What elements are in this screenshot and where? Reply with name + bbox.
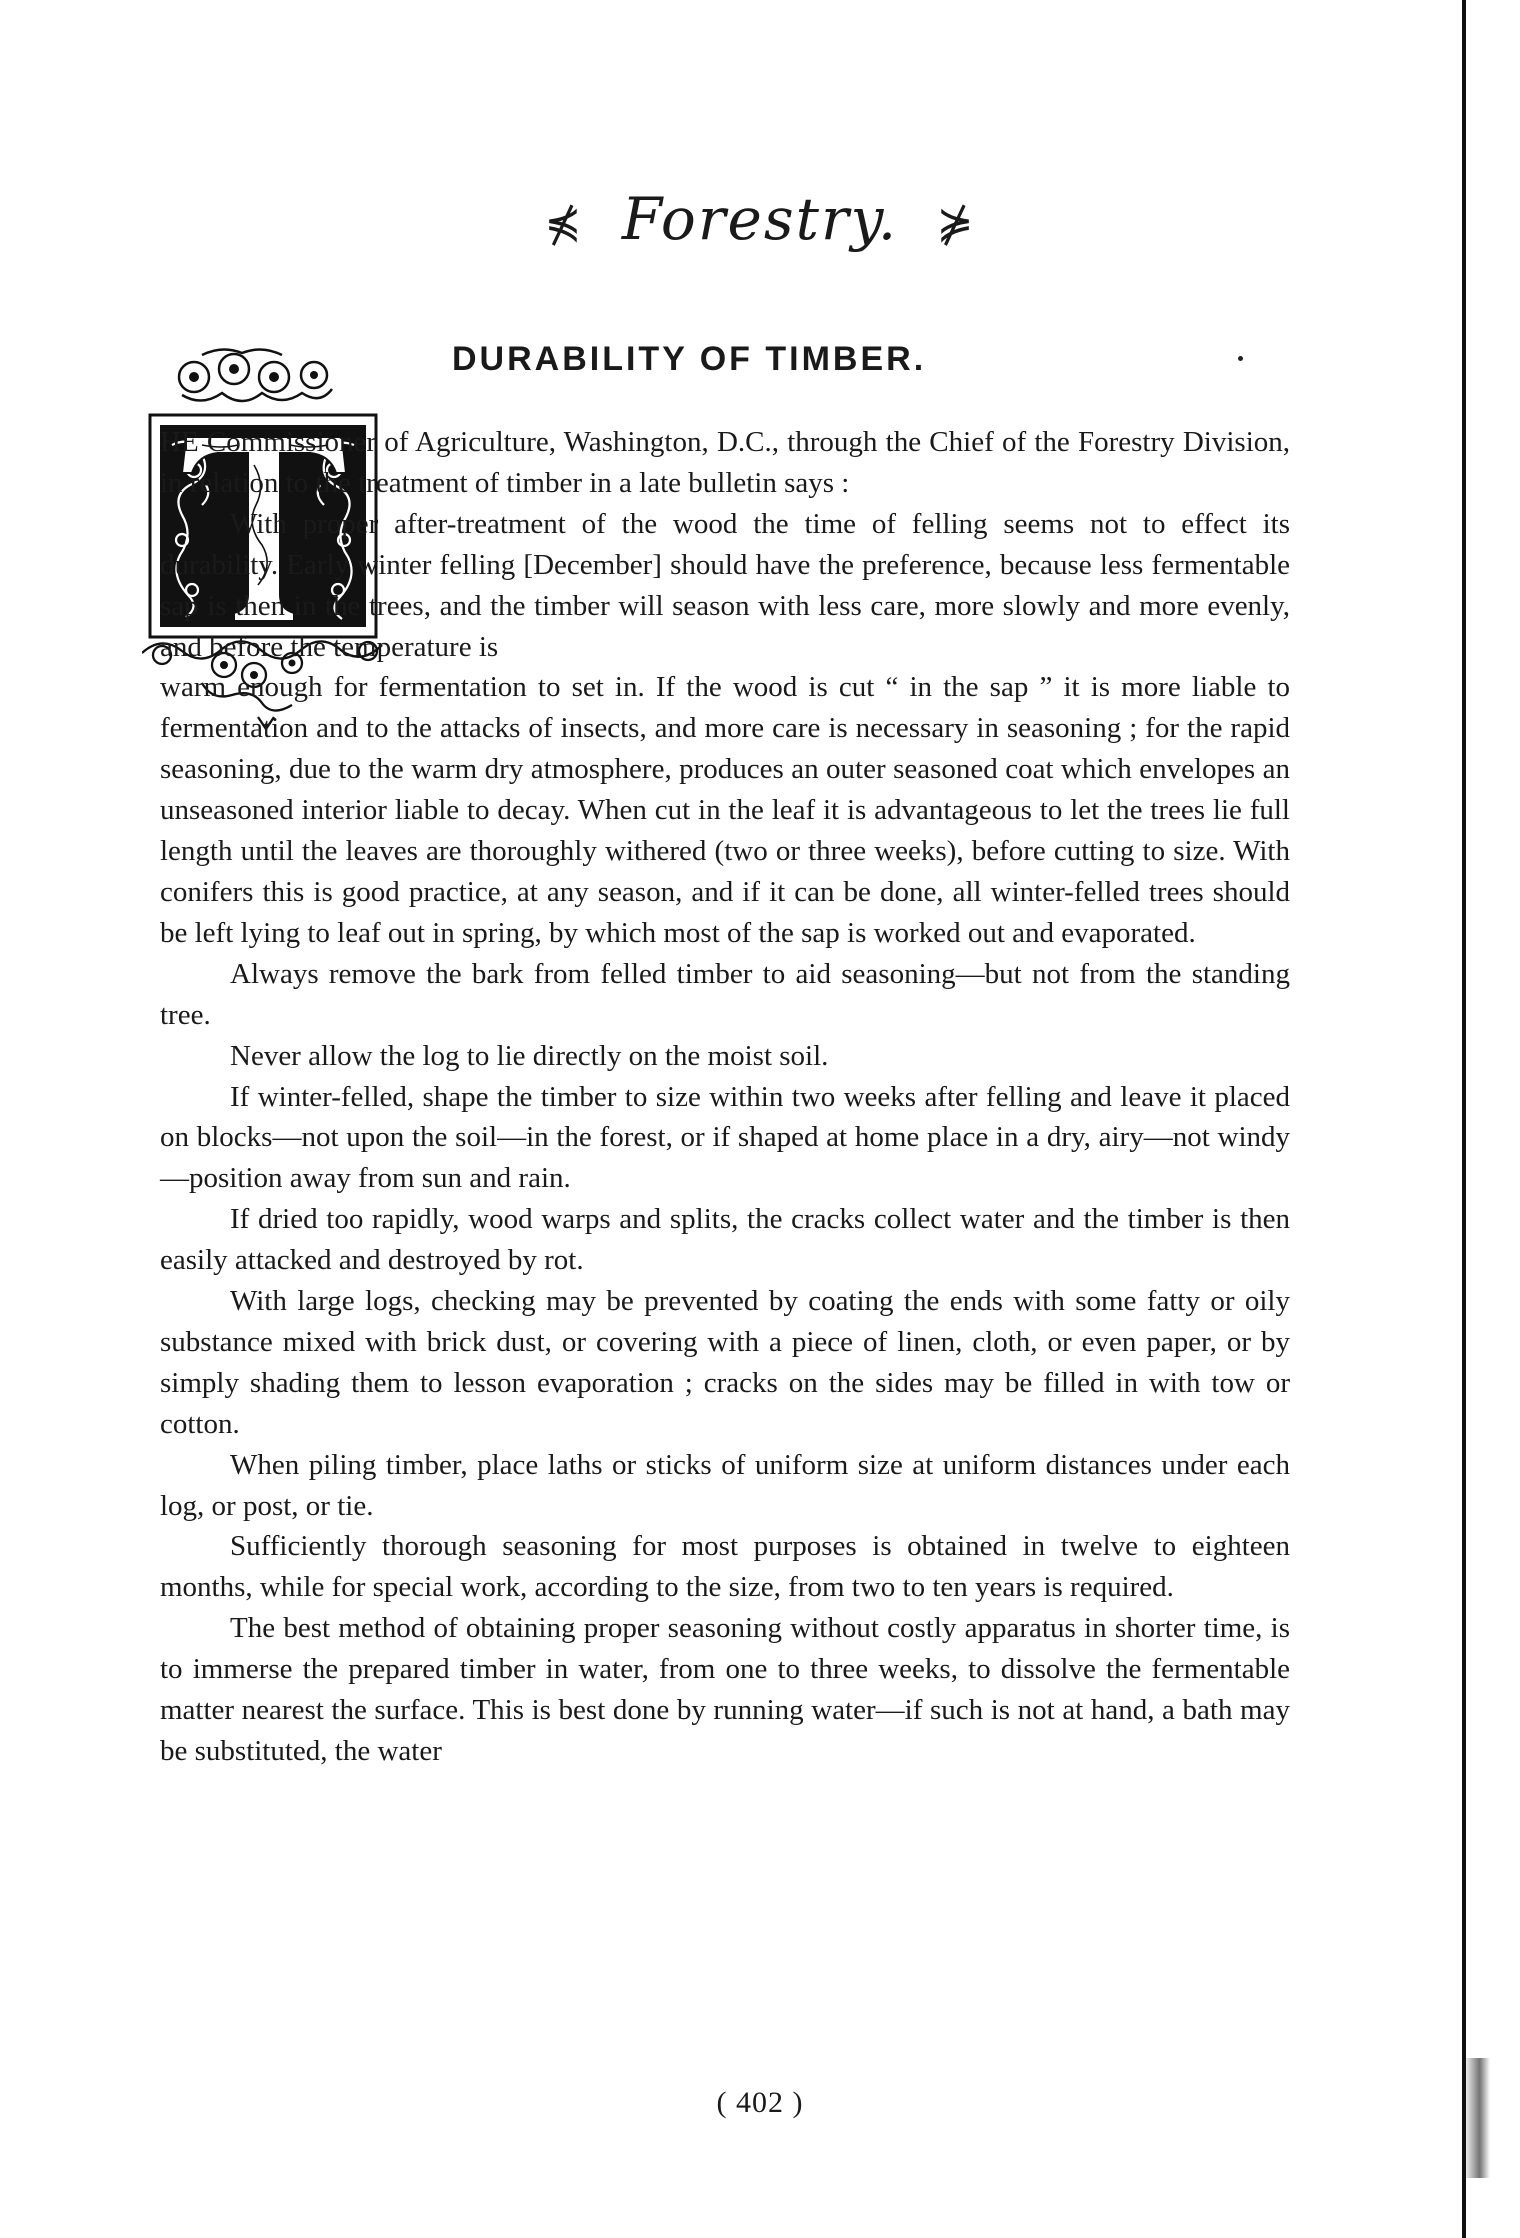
paragraph: With large logs, checking may be prevented by coating the ends with some fatty or oily substance mixed with brick dust, or covering with a piece of linen, cloth, or even paper, or by simply shading them to lesson evaporation ; cracks on the sides may be filled in with tow or cotton.: [160, 1285, 1290, 1440]
paragraph: Sufficiently thorough seasoning for most purposes is obtained in twelve to eighteen months, while for special work, according to the size, from two to ten years is required.: [160, 1530, 1290, 1604]
left-ornament-icon: ⋠: [544, 198, 584, 250]
paragraph: With proper after-treatment of the wood the time of felling seems not to effect its durability. Early winter felling [December] should have the preference, because less fermentable sap is then in the trees, and the timber will season with less care, more slowly and more evenly, and before the temperature is: [160, 507, 1290, 663]
page-number: ( 402 ): [716, 2086, 804, 2119]
section-header: [0, 185, 1520, 253]
section-title: Forestry.: [621, 185, 899, 253]
paragraph: warm enough for fermentation to set in. If the wood is cut “ in the sap ” it is more liable to fermentation and to the attacks of insects, and more care is necessary in seasoning ; for the rapid seasoning, due to the warm dry atmosphere, produces an outer seasoned coat which envelopes an unseasoned interior liable to decay. When cut in the leaf it is advantageous to let the trees lie full length until the leaves are thoroughly withered (two or three weeks), before cutting to size. With conifers this is good practice, at any season, and if it can be done, all winter-felled trees should be left lying to leaf out in spring, by which most of the sap is worked out and evaporated.: [160, 671, 1290, 949]
article-body: [160, 422, 1290, 1772]
paragraph: If winter-felled, shape the timber to size within two weeks after felling and leave it placed on blocks—not upon the soil—in the forest, or if shaped at home place in a dry, airy—not windy—position away from sun and rain.: [160, 1080, 1290, 1195]
paragraph: Always remove the bark from felled timber to aid seasoning—but not from the standing tree.: [160, 957, 1290, 1031]
page-edge-line: [1462, 0, 1466, 2238]
article-title: DURABILITY OF TIMBER.: [452, 340, 927, 378]
paragraph: If dried too rapidly, wood warps and splits, the cracks collect water and the timber is then easily attacked and destroyed by rot.: [160, 1203, 1290, 1277]
right-ornament-icon: ⋡: [936, 198, 976, 250]
paragraph: When piling timber, place laths or sticks of uniform size at uniform distances under each log, or post, or tie.: [160, 1448, 1290, 1522]
paragraph: Never allow the log to lie directly on the moist soil.: [230, 1039, 829, 1072]
paragraph: The best method of obtaining proper seasoning without costly apparatus in shorter time, is to immerse the prepared timber in water, from one to three weeks, to dissolve the fermentable matter nearest the surface. This is best done by running water—if such is not at hand, a bath may be substituted, the water: [160, 1612, 1290, 1767]
paragraph: HE Commissioner of Agriculture, Washington, D.C., through the Chief of the Forestry Division, in relation to the treatment of timber in a late bulletin says :: [160, 426, 1290, 499]
print-speck: [1238, 356, 1243, 361]
